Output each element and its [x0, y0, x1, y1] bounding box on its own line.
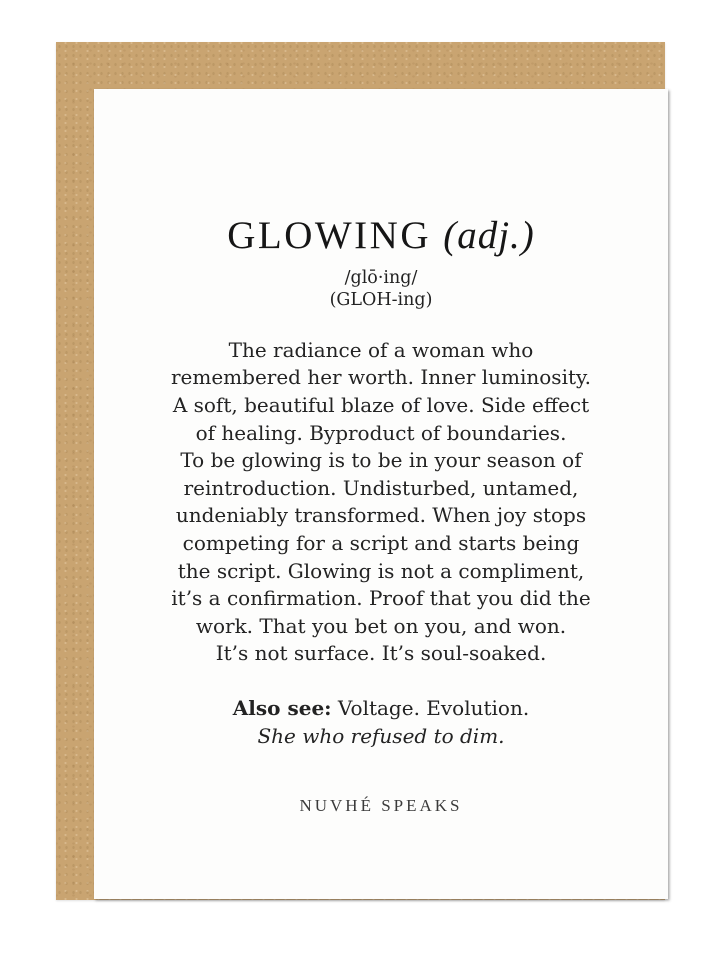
definition-line: The radiance of a woman who	[228, 337, 534, 362]
brand-name: NUVHÉ SPEAKS	[299, 796, 463, 816]
also-see-line	[94, 694, 668, 722]
definition-line: To be glowing is to be in your season of	[180, 448, 582, 473]
definition-text	[94, 337, 668, 668]
also-see-italic: She who refused to dim.	[257, 724, 505, 749]
pronunciation-spelled: (GLOH-ing)	[329, 289, 433, 310]
definition-line: the script. Glowing is not a compliment,	[177, 558, 585, 583]
definition-line: undeniably transformed. When joy stops	[175, 503, 587, 528]
definition-line: A soft, beautiful blaze of love. Side effect	[172, 393, 590, 418]
definition-line: it’s a confirmation. Proof that you did the	[171, 586, 591, 611]
also-see-label: Also see:	[232, 696, 332, 721]
greeting-card	[94, 89, 668, 899]
part-of-speech: (adj.)	[443, 214, 535, 257]
definition-line: reintroduction. Undisturbed, untamed,	[183, 475, 579, 500]
definition-line: competing for a script and starts being	[182, 531, 580, 556]
pronunciation-phonetic: /glō·ing/	[344, 267, 418, 288]
title-word: GLOWING	[227, 214, 431, 257]
definition-line: work. That you bet on you, and won.	[195, 613, 567, 638]
definition-line: It’s not surface. It’s soul-soaked.	[215, 641, 547, 666]
also-see-section	[94, 694, 668, 750]
definition-line: remembered her worth. Inner luminosity.	[170, 365, 592, 390]
definition-line: of healing. Byproduct of boundaries.	[195, 420, 567, 445]
card-title	[94, 215, 668, 258]
also-see-text: Voltage. Evolution.	[331, 696, 530, 721]
